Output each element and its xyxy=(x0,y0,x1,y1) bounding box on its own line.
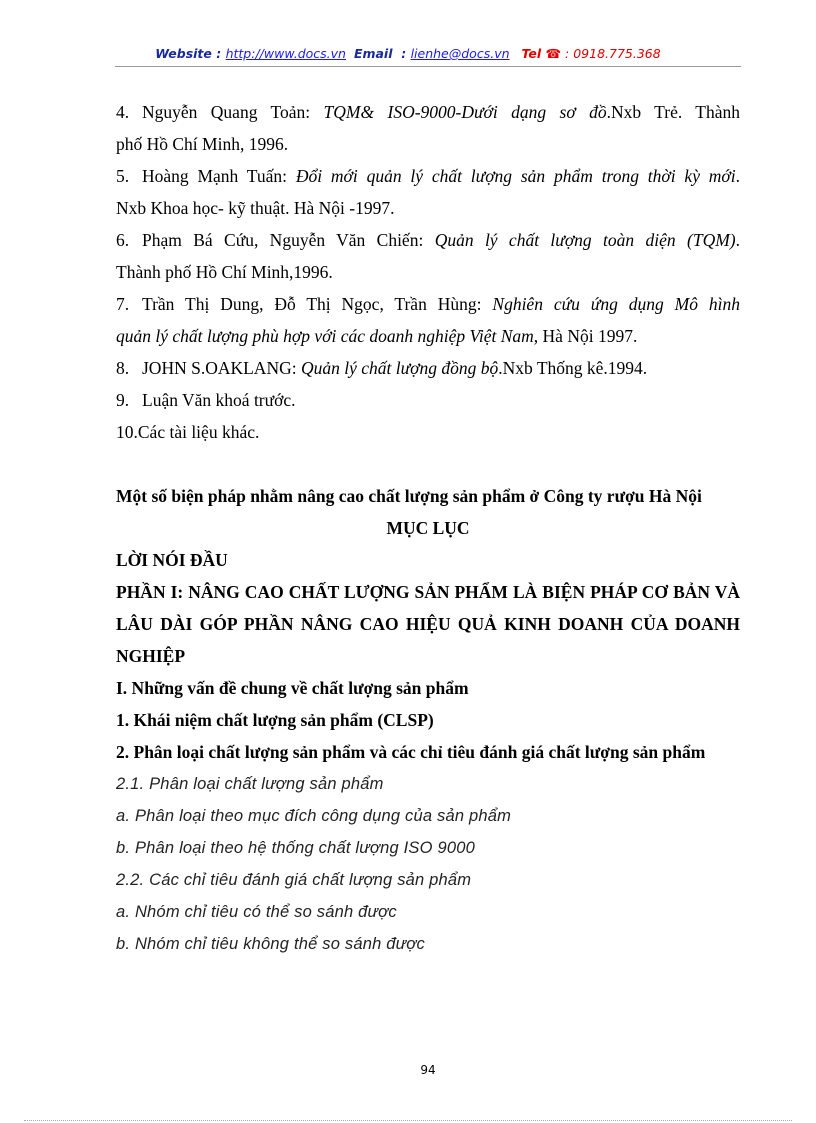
reference-item: 5. Hoàng Mạnh Tuấn: Đổi mới quản lý chất lượng sản phẩm trong thời kỳ mới. xyxy=(116,166,740,186)
reference-item-cont: quản lý chất lượng phù hợp với các doanh nghiệp Việt Nam, Hà Nội 1997. xyxy=(116,326,638,346)
toc-item: PHẦN I: NÂNG CAO CHẤT LƯỢNG SẢN PHẨM LÀ BIỆN PHÁP CƠ BẢN VÀ LÂU DÀI GÓP PHẦN NÂNG CAO HIỆU QUẢ KINH DOANH CỦA DOANH NGHIỆP xyxy=(116,582,740,666)
toc-item: a. Phân loại theo mục đích công dụng của sản phẩm xyxy=(116,807,512,825)
page-body xyxy=(116,96,740,960)
toc-item: 2.2. Các chỉ tiêu đánh giá chất lượng sản phẩm xyxy=(116,871,472,889)
header-divider xyxy=(115,66,741,67)
toc-item: b. Phân loại theo hệ thống chất lượng ISO 9000 xyxy=(116,839,475,857)
table-of-contents xyxy=(116,512,740,960)
website-link[interactable]: http://www.docs.vn xyxy=(225,46,346,61)
toc-item: LỜI NÓI ĐẦU xyxy=(116,550,228,570)
toc-item: b. Nhóm chỉ tiêu không thể so sánh được xyxy=(116,935,425,953)
website-label: Website xyxy=(155,46,212,61)
toc-item: 2.1. Phân loại chất lượng sản phẩm xyxy=(116,775,384,793)
email-link[interactable]: lienhe@docs.vn xyxy=(410,46,510,61)
reference-item: 7. Trần Thị Dung, Đỗ Thị Ngọc, Trần Hùng: Nghiên cứu ứng dụng Mô hình xyxy=(116,294,740,314)
email-label: Email xyxy=(353,46,393,61)
toc-item: I. Những vấn đề chung về chất lượng sản phẩm xyxy=(116,678,469,698)
reference-item: 9. Luận Văn khoá trước. xyxy=(116,390,296,410)
toc-item: 2. Phân loại chất lượng sản phẩm và các chỉ tiêu đánh giá chất lượng sản phẩm xyxy=(116,742,706,762)
reference-item: 10.Các tài liệu khác. xyxy=(116,422,260,442)
reference-item: 8. JOHN S.OAKLANG: Quản lý chất lượng đồng bộ.Nxb Thống kê.1994. xyxy=(116,358,648,378)
reference-item-cont: Thành phố Hồ Chí Minh,1996. xyxy=(116,262,333,282)
toc-heading: MỤC LỤC xyxy=(386,518,470,538)
toc-item: a. Nhóm chỉ tiêu có thể so sánh được xyxy=(116,903,397,921)
document-title: Một số biện pháp nhằm nâng cao chất lượng sản phẩm ở Công ty rượu Hà Nội xyxy=(116,486,702,506)
page-bottom-border xyxy=(24,1120,792,1121)
tel-number: : 0918.775.368 xyxy=(565,46,661,61)
page-header: Website : http://www.docs.vn Email : lienhe@docs.vn Tel ☎ : 0918.775.368 xyxy=(155,46,661,61)
reference-item-cont: phố Hồ Chí Minh, 1996. xyxy=(116,134,289,154)
reference-item: 4. Nguyễn Quang Toản: TQM& ISO-9000-Dưới dạng sơ đồ.Nxb Trẻ. Thành xyxy=(116,102,740,122)
reference-item: 6. Phạm Bá Cứu, Nguyễn Văn Chiến: Quản lý chất lượng toàn diện (TQM). xyxy=(116,230,740,250)
page-number: 94 xyxy=(420,1063,436,1077)
tel-label: Tel ☎ xyxy=(521,46,562,61)
reference-list xyxy=(116,96,740,448)
reference-item-cont: Nxb Khoa học- kỹ thuật. Hà Nội -1997. xyxy=(116,198,395,218)
toc-item: 1. Khái niệm chất lượng sản phẩm (CLSP) xyxy=(116,710,434,730)
